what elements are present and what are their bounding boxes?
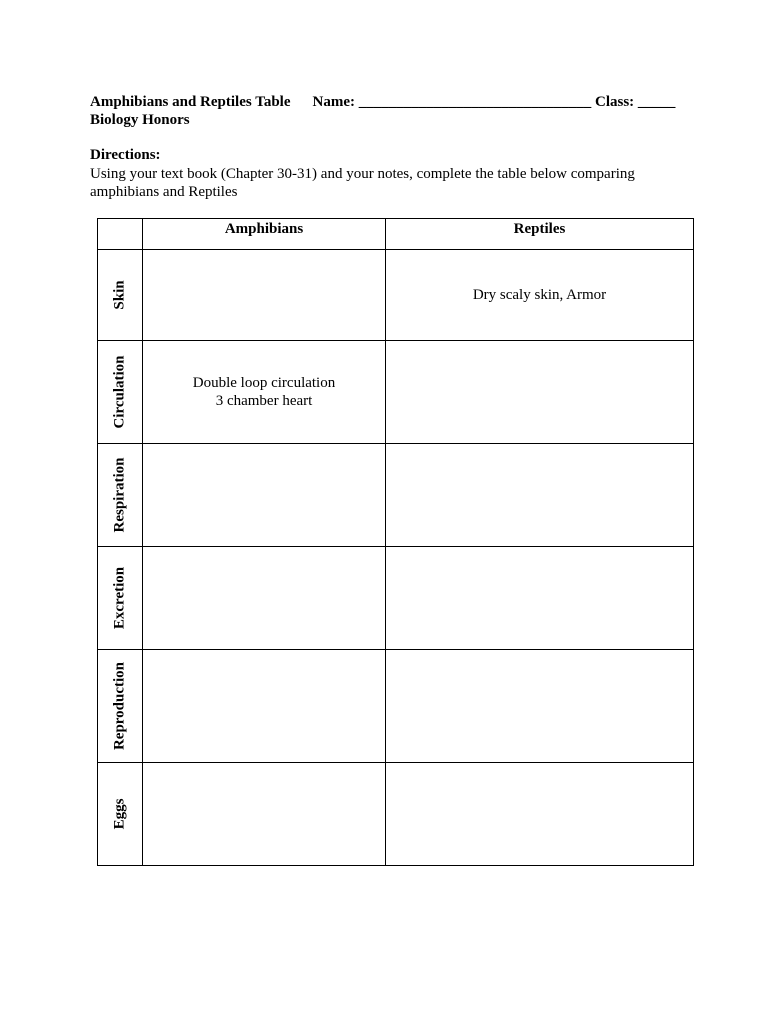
row-label: Eggs (111, 798, 128, 830)
amphibians-cell[interactable] (143, 763, 386, 866)
worksheet-header (90, 94, 675, 111)
reptiles-cell[interactable] (386, 444, 694, 547)
table-row (98, 444, 694, 547)
cell-text: Double loop circulation (192, 375, 336, 391)
name-class-fields: Name: _______________________________ Class: _____ (312, 94, 676, 110)
column-header-amphibians: Amphibians (143, 219, 386, 250)
amphibians-cell[interactable] (143, 650, 386, 763)
directions-text: Using your text book (Chapter 30-31) and your notes, complete the table below comparing amphibians and Reptiles (90, 166, 635, 200)
column-header-reptiles: Reptiles (386, 219, 694, 250)
corner-header-cell (98, 219, 143, 250)
course-subtitle: Biology Honors (90, 112, 190, 128)
row-label-cell (98, 547, 143, 650)
row-label-cell (98, 341, 143, 444)
reptiles-cell[interactable] (386, 763, 694, 866)
amphibians-cell[interactable] (143, 444, 386, 547)
row-label: Reproduction (111, 661, 128, 751)
comparison-table (97, 218, 694, 866)
worksheet-title: Amphibians and Reptiles Table (90, 94, 291, 110)
row-label: Circulation (111, 355, 128, 429)
row-label-cell (98, 250, 143, 341)
row-label-cell (98, 763, 143, 866)
table-header-row (98, 219, 694, 250)
row-label: Respiration (111, 457, 128, 533)
reptiles-cell[interactable] (386, 250, 694, 341)
table-row (98, 341, 694, 444)
table-row (98, 650, 694, 763)
directions-label: Directions: (90, 147, 161, 163)
row-label-cell (98, 650, 143, 763)
reptiles-cell[interactable] (386, 341, 694, 444)
cell-text: Dry scaly skin, Armor (472, 287, 607, 303)
row-label: Skin (111, 280, 128, 310)
table-row (98, 547, 694, 650)
reptiles-cell[interactable] (386, 650, 694, 763)
reptiles-cell[interactable] (386, 547, 694, 650)
amphibians-cell[interactable] (143, 250, 386, 341)
amphibians-cell[interactable] (143, 341, 386, 444)
cell-text: 3 chamber heart (215, 393, 313, 409)
row-label: Excretion (111, 566, 128, 630)
table-row (98, 250, 694, 341)
row-label-cell (98, 444, 143, 547)
amphibians-cell[interactable] (143, 547, 386, 650)
table-row (98, 763, 694, 866)
